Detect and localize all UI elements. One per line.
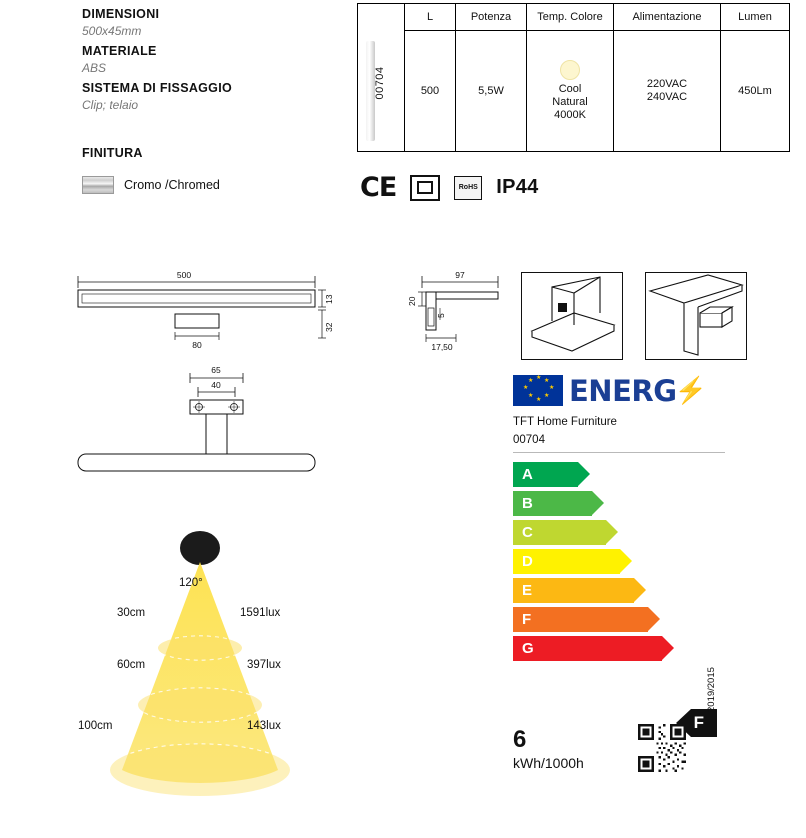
class-letter-e: E	[522, 582, 533, 599]
class-2-insulation-icon	[410, 175, 440, 201]
finitura-row	[82, 176, 220, 194]
class-row-e	[513, 578, 725, 603]
class-bar-f	[513, 607, 648, 632]
beam-distance-3: 100cm	[78, 720, 113, 732]
class-bar-e	[513, 578, 634, 603]
class-bar-g	[513, 636, 662, 661]
ip-rating: IP44	[496, 176, 539, 198]
class-row-c	[513, 520, 725, 545]
beam-angle: 120°	[179, 577, 203, 589]
th-temp-colore: Temp. Colore	[527, 4, 614, 31]
beam-lux-2: 397lux	[247, 659, 281, 671]
energ-wordmark: ENERG	[569, 373, 677, 408]
cell-alimentazione	[614, 31, 721, 152]
class-letter-f: F	[522, 611, 532, 628]
cell-temp-colore	[527, 31, 614, 152]
energy-model: 00704	[513, 434, 725, 453]
qr-code	[638, 724, 686, 772]
class-letter-d: D	[522, 553, 533, 570]
dim-40: 40	[211, 380, 221, 390]
energy-label-header	[513, 375, 725, 406]
consumption-unit: kWh/1000h	[513, 755, 584, 771]
class-row-g	[513, 636, 725, 661]
dim-5: 5	[436, 313, 446, 318]
materiale-label: MATERIALE	[82, 44, 157, 58]
dimensioni-label: DIMENSIONI	[82, 7, 160, 21]
regulation-reference: 2019/2015	[706, 667, 717, 712]
alimentazione-line1: 220VAC	[646, 77, 688, 90]
ce-mark-icon: CE	[360, 172, 397, 203]
cell-l: 500	[405, 31, 456, 152]
alimentazione-line2: 240VAC	[646, 90, 688, 103]
class-row-f	[513, 607, 725, 632]
specifications-block	[82, 6, 332, 117]
consumption-value: 6	[513, 726, 527, 753]
dim-500: 500	[176, 270, 192, 280]
product-image-header	[358, 4, 405, 31]
temp-line1: Cool	[558, 82, 582, 95]
th-lumen: Lumen	[721, 4, 790, 31]
beam-lux-1: 1591lux	[240, 607, 281, 619]
cell-lumen: 450Lm	[721, 31, 790, 152]
table-row	[358, 31, 790, 152]
dim-17-50: 17,50	[431, 342, 453, 352]
specs-table	[357, 3, 790, 152]
finitura-label: FINITURA	[82, 146, 143, 160]
class-letter-a: A	[522, 466, 533, 483]
class-bar-d	[513, 549, 620, 574]
table-header-row	[358, 4, 790, 31]
color-temp-icon	[560, 60, 580, 80]
beam-distance-2: 60cm	[117, 659, 146, 671]
th-potenza: Potenza	[456, 4, 527, 31]
fissaggio-value: Clip; telaio	[82, 98, 139, 112]
installation-thumbnail-2	[645, 272, 747, 360]
energy-consumption	[513, 728, 584, 772]
dim-97: 97	[455, 270, 465, 280]
class-row-d	[513, 549, 725, 574]
dim-32: 32	[324, 322, 334, 332]
th-alimentazione: Alimentazione	[614, 4, 721, 31]
fissaggio-label: SISTEMA DI FISSAGGIO	[82, 81, 232, 95]
product-thumbnail	[358, 31, 402, 151]
eu-flag-icon	[513, 375, 563, 406]
installation-illustration-1	[522, 273, 622, 359]
beam-lux-3: 143lux	[247, 720, 281, 732]
dim-65: 65	[211, 365, 221, 375]
installation-thumbnail-1	[521, 272, 623, 360]
beam-diagram	[60, 520, 390, 820]
class-bar-b	[513, 491, 592, 516]
certification-marks	[360, 172, 539, 203]
selected-class-letter: F	[691, 709, 717, 737]
rohs-icon: RoHS	[454, 176, 482, 200]
product-image-cell	[358, 31, 405, 152]
bolt-icon: ⚡	[674, 375, 707, 405]
front-view-drawing	[60, 258, 360, 368]
temp-line2: Natural	[552, 95, 588, 108]
class-letter-b: B	[522, 495, 533, 512]
th-l: L	[405, 4, 456, 31]
class-bar-c	[513, 520, 606, 545]
dimensioni-value: 500x45mm	[82, 24, 142, 38]
top-view-drawing	[60, 360, 360, 485]
dim-80: 80	[192, 340, 202, 350]
dim-20: 20	[407, 296, 417, 306]
product-code: 00704	[374, 65, 386, 100]
finitura-value: Cromo /Chromed	[124, 178, 220, 192]
temp-line3: 4000K	[554, 108, 586, 121]
eu-stars: ★ ★ ★ ★ ★ ★ ★ ★	[523, 374, 555, 403]
cell-potenza: 5,5W	[456, 31, 527, 152]
energy-brand: TFT Home Furniture	[513, 416, 617, 428]
class-letter-g: G	[522, 640, 534, 657]
installation-illustration-2	[646, 273, 746, 359]
beam-distance-1: 30cm	[117, 607, 146, 619]
class-bar-a	[513, 462, 578, 487]
chrome-swatch	[82, 176, 114, 194]
class-row-a	[513, 462, 725, 487]
dim-13: 13	[324, 294, 334, 304]
class-letter-c: C	[522, 524, 533, 541]
class-row-b	[513, 491, 725, 516]
materiale-value: ABS	[82, 61, 107, 75]
side-view-drawing	[400, 258, 520, 368]
